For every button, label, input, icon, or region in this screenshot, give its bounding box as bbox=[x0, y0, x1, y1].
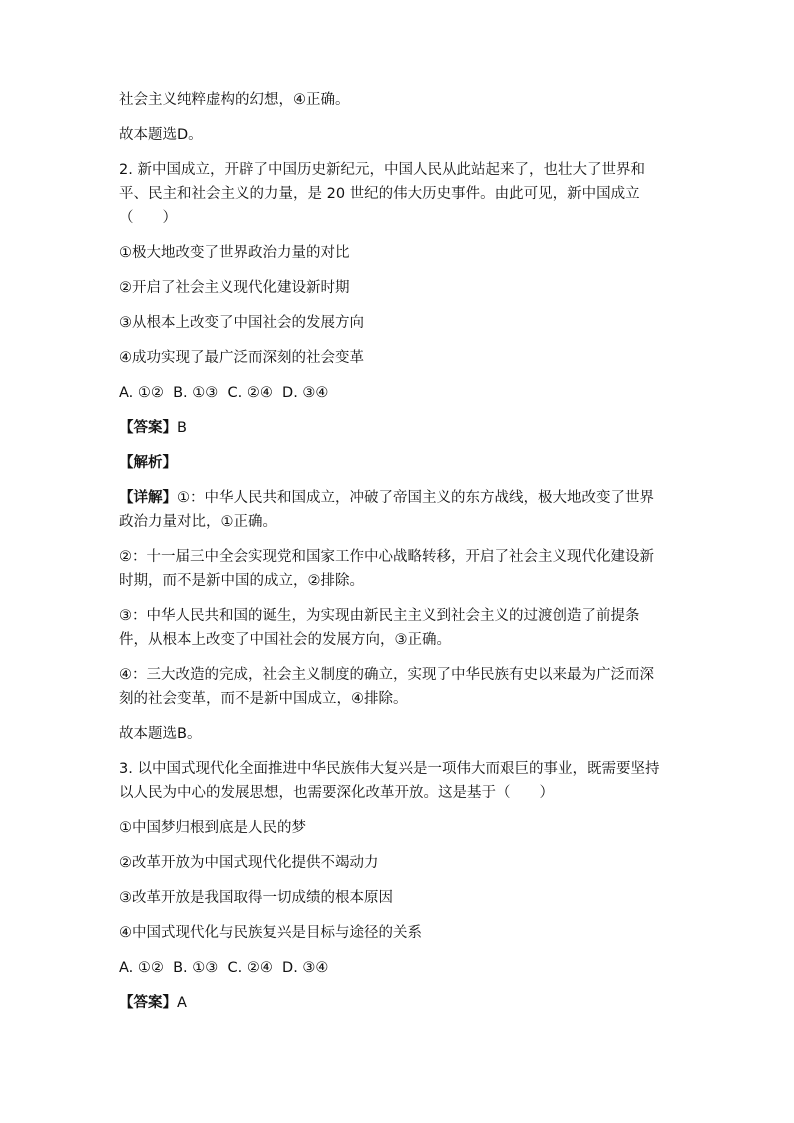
question-2-detail-1 bbox=[119, 486, 679, 534]
text-line: ①极大地改变了世界政治力量的对比 bbox=[119, 245, 350, 261]
question-2-option-3 bbox=[119, 311, 679, 335]
detail-label: 【详解】 bbox=[119, 490, 177, 506]
text-line: 刻的社会变革，而不是新中国成立，④排除。 bbox=[119, 691, 408, 707]
text-line: 以人民为中心的发展思想，也需要深化改革开放。这是基于（ ） bbox=[119, 785, 554, 801]
text-line: 故本题选B。 bbox=[119, 726, 202, 742]
question-2-detail-2 bbox=[119, 545, 679, 593]
answer-value: A bbox=[177, 995, 187, 1011]
text-line: ①中国梦归根到底是人民的梦 bbox=[119, 820, 306, 836]
question-2-option-4 bbox=[119, 346, 679, 370]
text-line: （ ） bbox=[119, 210, 177, 226]
text-line: ②开启了社会主义现代化建设新时期 bbox=[119, 280, 350, 296]
text-line: A. ①② B. ①③ C. ②④ D. ③④ bbox=[119, 385, 329, 401]
question-3-choices bbox=[119, 956, 679, 980]
question-2-detail-3 bbox=[119, 604, 679, 652]
text-line: ①：中华人民共和国成立，冲破了帝国主义的东方战线，极大地改变了世界 bbox=[177, 490, 654, 506]
text-line: 2. 新中国成立，开辟了中国历史新纪元，中国人民从此站起来了，也壮大了世界和 bbox=[119, 162, 645, 178]
text-line: 政治力量对比，①正确。 bbox=[119, 514, 277, 530]
text-line: 时期，而不是新中国的成立，②排除。 bbox=[119, 573, 364, 589]
text-line: ③：中华人民共和国的诞生，为实现由新民主主义到社会主义的过渡创造了前提条 bbox=[119, 608, 640, 624]
text-line: 社会主义纯粹虚构的幻想，④正确。 bbox=[119, 92, 350, 108]
question-3-option-3 bbox=[119, 886, 679, 910]
question-2-stem bbox=[119, 158, 679, 230]
question-3-option-2 bbox=[119, 851, 679, 875]
answer-value: B bbox=[177, 420, 187, 436]
text-line: ④成功实现了最广泛而深刻的社会变革 bbox=[119, 350, 364, 366]
document-page bbox=[119, 88, 679, 1015]
text-line: ②改革开放为中国式现代化提供不竭动力 bbox=[119, 855, 379, 871]
text-line: 件，从根本上改变了中国社会的发展方向，③正确。 bbox=[119, 632, 451, 648]
question-3-option-4 bbox=[119, 921, 679, 945]
question-3-stem bbox=[119, 757, 679, 805]
analysis-label: 【解析】 bbox=[119, 455, 177, 471]
text-line: ③改革开放是我国取得一切成绩的根本原因 bbox=[119, 890, 393, 906]
paragraph-choose-d bbox=[119, 123, 679, 147]
text-line: 平、民主和社会主义的力量，是 20 世纪的伟大历史事件。由此可见，新中国成立 bbox=[119, 186, 640, 202]
answer-label: 【答案】 bbox=[119, 420, 177, 436]
question-2-choices bbox=[119, 381, 679, 405]
question-2-conclusion bbox=[119, 722, 679, 746]
text-line: A. ①② B. ①③ C. ②④ D. ③④ bbox=[119, 960, 329, 976]
question-2-option-2 bbox=[119, 276, 679, 300]
text-line: ③从根本上改变了中国社会的发展方向 bbox=[119, 315, 364, 331]
text-line: 故本题选D。 bbox=[119, 127, 203, 143]
question-2-answer bbox=[119, 416, 679, 440]
text-line: ②：十一届三中全会实现党和国家工作中心战略转移，开启了社会主义现代化建设新 bbox=[119, 549, 654, 565]
question-3-answer bbox=[119, 991, 679, 1015]
question-2-analysis-heading bbox=[119, 451, 679, 475]
answer-label: 【答案】 bbox=[119, 995, 177, 1011]
question-3-option-1 bbox=[119, 816, 679, 840]
text-line: ④：三大改造的完成，社会主义制度的确立，实现了中华民族有史以来最为广泛而深 bbox=[119, 667, 654, 683]
question-2-detail-4 bbox=[119, 663, 679, 711]
paragraph-prev-conclusion bbox=[119, 88, 679, 112]
text-line: 3. 以中国式现代化全面推进中华民族伟大复兴是一项伟大而艰巨的事业，既需要坚持 bbox=[119, 761, 660, 777]
question-2-option-1 bbox=[119, 241, 679, 265]
text-line: ④中国式现代化与民族复兴是目标与途径的关系 bbox=[119, 925, 422, 941]
